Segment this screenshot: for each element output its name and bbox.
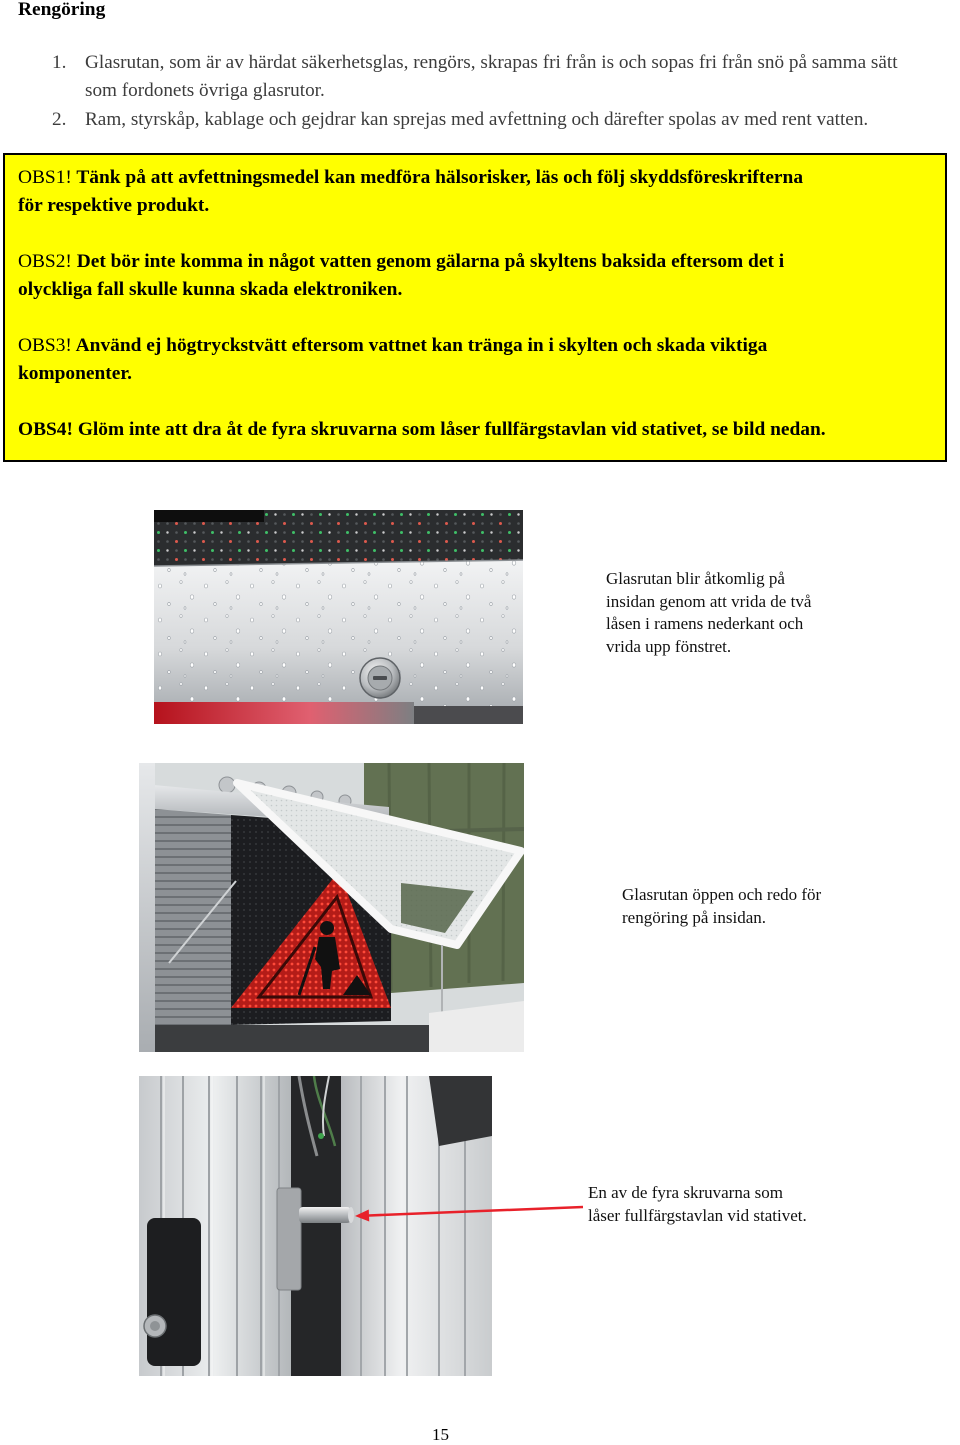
note-line: komponenter. xyxy=(18,363,133,384)
list-item-line: Ram, styrskåp, kablage och gejdrar kan sprejas med avfettning och därefter spolas av med rent vatten. xyxy=(85,109,869,130)
mounting-plate xyxy=(277,1188,301,1290)
note-label: OBS4! xyxy=(18,419,73,440)
caption-line: En av de fyra skruvarna som xyxy=(588,1183,783,1202)
list-item-line: Glasrutan, som är av härdat säkerhetsglas, rengörs, skrapas fri från is och sopas fri från snö på samma sätt xyxy=(85,52,898,73)
frame-screw-photo xyxy=(139,1076,492,1376)
note-line: för respektive produkt. xyxy=(18,195,210,216)
note-text: Tänk på att avfettningsmedel kan medföra hälsorisker, läs och följ skyddsföreskrifterna xyxy=(76,167,804,188)
note-line xyxy=(18,164,945,192)
obs-note-2 xyxy=(18,248,945,304)
page-heading: Rengöring xyxy=(18,0,106,20)
locking-screw xyxy=(299,1207,354,1223)
caption-line: låser fullfärgstavlan vid stativet. xyxy=(588,1205,807,1225)
list-item-line: som fordonets övriga glasrutor. xyxy=(85,80,325,101)
figure-caption xyxy=(622,884,821,929)
note-text: Glöm inte att dra åt de fyra skruvarna som låser fullfärgstavlan vid stativet, se bild nedan. xyxy=(77,419,826,440)
list-item-number: 2. xyxy=(52,109,67,130)
caption-line: rengöring på insidan. xyxy=(622,907,766,927)
note-label: OBS1! xyxy=(18,167,72,188)
obs-note-1 xyxy=(18,164,945,220)
list-item-text xyxy=(85,106,868,134)
note-line xyxy=(18,416,945,444)
caption-line: Glasrutan öppen och redo för xyxy=(622,885,822,904)
figure-caption xyxy=(606,568,811,659)
note-label: OBS2! xyxy=(18,251,72,272)
arrow-head xyxy=(355,1209,369,1221)
note-line: olyckliga fall skulle kunna skada elektroniken. xyxy=(18,279,403,300)
arrow-shaft xyxy=(369,1207,583,1215)
note-line xyxy=(18,332,945,360)
note-text: Använd ej högtryckstvätt eftersom vattnet kan tränga in i skylten och skada viktiga xyxy=(75,335,768,356)
sign-lock-photo xyxy=(154,510,523,724)
pointer-arrow xyxy=(350,1196,590,1226)
warning-box xyxy=(3,153,947,462)
figure-caption xyxy=(588,1182,807,1227)
caption-line: låsen i ramens nederkant och xyxy=(606,614,804,634)
caption-line: vrida upp fönstret. xyxy=(606,637,732,657)
led-display-panel xyxy=(154,510,523,566)
open-glass-window-photo xyxy=(139,763,524,1052)
list-item-text xyxy=(85,49,898,105)
obs-note-4 xyxy=(18,416,945,444)
side-grill xyxy=(155,809,231,1025)
right-aluminium-profile xyxy=(341,1076,492,1376)
cleaning-steps-list xyxy=(0,49,960,135)
caption-line: insidan genom att vrida de två xyxy=(606,591,812,611)
lock-cylinder xyxy=(360,658,400,698)
note-text: Det bör inte komma in något vatten genom gälarna på skyltens baksida eftersom det i xyxy=(76,251,785,272)
note-label: OBS3! xyxy=(18,335,72,356)
obs-note-3 xyxy=(18,332,945,388)
caption-line: Glasrutan blir åtkomlig på xyxy=(606,569,785,588)
list-item-number: 1. xyxy=(52,52,67,73)
black-bracket xyxy=(144,1218,201,1366)
frame-post xyxy=(139,763,155,1052)
page-number: 15 xyxy=(432,1425,449,1444)
white-frame-panel xyxy=(154,560,523,706)
note-line xyxy=(18,248,945,276)
